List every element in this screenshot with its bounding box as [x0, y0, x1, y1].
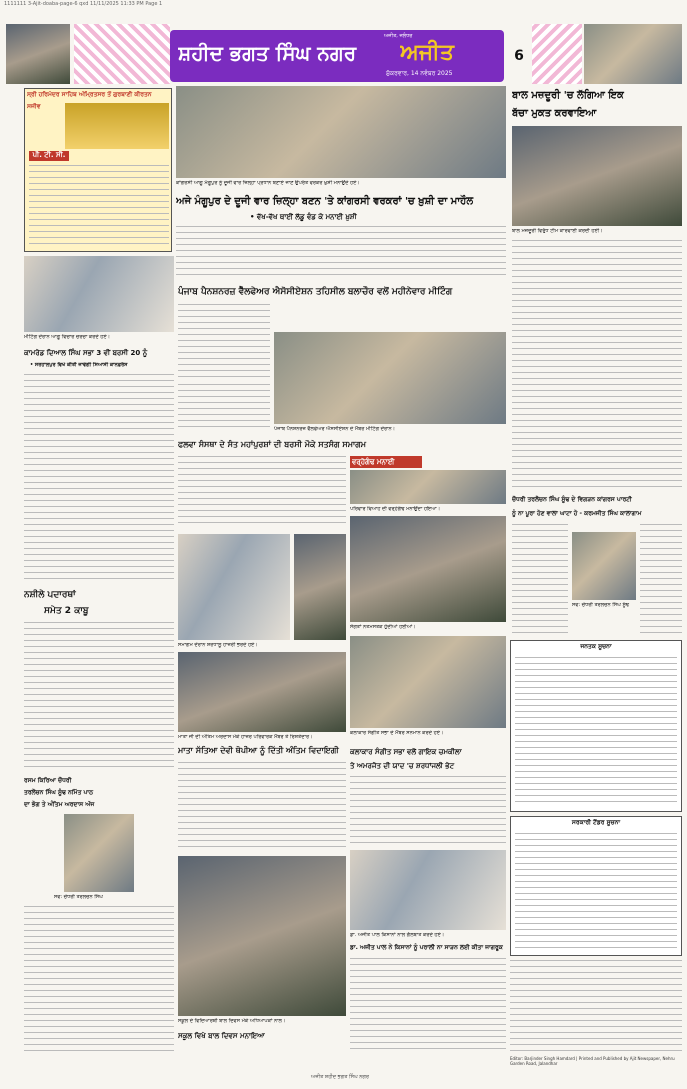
headline-school: ਸਕੂਲ ਵਿਖੇ ਬਾਲ ਦਿਵਸ ਮਨਾਇਆ [178, 1032, 265, 1040]
headline-mata: ਮਾਤਾ ਸੱਤਿਆ ਦੇਵੀ ਥੋਪੀਆ ਨੂੰ ਦਿੱਤੀ ਅੰਤਿਮ ਵਿਦਾਇਗੀ [178, 746, 339, 755]
caption-pension: ਪੰਜਾਬ ਪੈਨਸ਼ਨਰਜ਼ ਵੈੱਲਫੇਅਰ ਐਸੋਸੀਏਸ਼ਨ ਦੇ ਮੈਂਬਰ ਮੀਟਿੰਗ ਦੌਰਾਨ। [274, 426, 395, 432]
caption-chaudhary: ਸਵ: ਚੌਧਰੀ ਤਰਲੋਚਨ ਸਿੰਘ ਸੂੰਢ [572, 602, 630, 608]
masthead-title: ਸ਼ਹੀਦ ਭਗਤ ਸਿੰਘ ਨਗਰ [178, 41, 357, 65]
anniversary-tag-text: ਵਰ੍ਹੇਗੰਢ ਮਨਾਈ [352, 458, 395, 466]
body-condolence [512, 524, 568, 634]
subhead-comrade: • ਸਰਹਾਲਪੁਰ ਵਿਖੇ ਕੀਤੀ ਜਾਵੇਗੀ ਸਿਆਸੀ ਕਾਨਫ਼ਰੰਸ [30, 362, 128, 368]
print-slug: 1111111 3-Ajit-doaba-page-6 qxd 11/11/2025 11:33 PM Page 1 [4, 1, 163, 7]
body-drugs [24, 622, 174, 772]
photo-doctor [350, 850, 506, 930]
obituary-heading-2: ਤਰਲੋਚਨ ਸਿੰਘ ਸੂੰਢ ਨਮਿੱਤ ਪਾਠ [24, 789, 94, 796]
caption-obituary: ਸਵ: ਚੌਧਰੀ ਤਰਲੋਚਨ ਸਿੰਘ [54, 894, 103, 900]
body-falwa [178, 456, 346, 526]
photo-chaudhary [572, 532, 636, 600]
caption-falwa-mid: ਸੰਗਤਾਂ ਨਤਮਸਤਕ ਹੁੰਦੀਆਂ ਹੋਈਆਂ। [350, 624, 416, 630]
photo-child-labour [512, 126, 682, 226]
ad-schedule-text [29, 165, 169, 249]
headline-condolence-2: ਨੂੰ ਨਾ ਪੂਰਾ ਹੋਣ ਵਾਲਾ ਘਾਟਾ ਹੋ - ਕਰਮਜੀਤ ਸਿੰਘ ਕਾਲਾਗਾਮ [512, 510, 642, 517]
headline-congress: ਅਜੇ ਮੰਗੂਪੁਰ ਦੇ ਦੂਜੀ ਵਾਰ ਜ਼ਿਲ੍ਹਾ ਬਣਨ 'ਤੇ ਕਾਂਗਰਸੀ ਵਰਕਰਾਂ 'ਚ ਖ਼ੁਸ਼ੀ ਦਾ ਮਾਹੌਲ [176, 196, 474, 207]
headline-pension: ਪੰਜਾਬ ਪੈਨਸ਼ਨਰਜ਼ ਵੈੱਲਫੇਅਰ ਐਸੋਸੀਏਸ਼ਨ ਤਹਿਸੀਲ ਬਲਾਚੌਰ ਵਲੋਂ ਮਹੀਨੇਵਾਰ ਮੀਟਿੰਗ [178, 287, 453, 297]
obituary-heading-1: ਰਸਮ ਕਿਰਿਆ ਚੌਧਰੀ [24, 777, 72, 784]
notice-bottom [510, 960, 682, 1054]
caption-child-labour: ਬਾਲ ਮਜ਼ਦੂਰੀ ਵਿਰੁੱਧ ਟੀਮ ਕਾਰਵਾਈ ਕਰਦੀ ਹੋਈ। [512, 228, 603, 234]
masthead-photo-right [584, 24, 682, 84]
headline-kalakar-2: ਤੇ ਅਮਰਜੋਤ ਦੀ ਯਾਦ 'ਚ ਸ਼ਰਧਾਂਜਲੀ ਭੇਟ [350, 762, 455, 770]
masthead-date: ਸ਼ੁੱਕਰਵਾਰ, 14 ਨਵੰਬਰ 2025 [386, 70, 453, 77]
anniversary-tag [350, 456, 422, 468]
headline-comrade: ਕਾਮਰੇਡ ਦਿਆਲ ਸਿੰਘ ਸਭਾ 3 ਵੀਂ ਬਰਸੀ 20 ਨੂੰ [24, 349, 148, 357]
headline-kalakar-1: ਕਲਾਕਾਰ ਸੰਗੀਤ ਸਭਾ ਵਲੋਂ ਗਾਇਕ ਚਮਕੀਲਾ [350, 748, 462, 756]
headline-falwa: ਫਲਵਾ ਸੰਸਥਾ ਦੇ ਸੰਤ ਮਹਾਂਪੁਰਸ਼ਾਂ ਦੀ ਬਰਸੀ ਮੌਕੇ ਸਤਸੰਗ ਸਮਾਗਮ [178, 440, 367, 449]
notice-tender-text [515, 833, 677, 951]
footer-imprint: Editor: Barjinder Singh Hamdard | Printed and Published by Ajit Newspaper, Nehru Garden Road, Jalandhar [510, 1056, 675, 1066]
notice-public-title: ਜਨਤਕ ਸੂਚਨਾ [580, 643, 612, 650]
ad-title: ਸ੍ਰੀ ਹਰਿਮੰਦਰ ਸਾਹਿਬ ਅੰਮ੍ਰਿਤਸਰ ਤੋਂ ਗੁਰਬਾਣੀ ਕੀਰਤਨ [27, 91, 152, 98]
caption-anniversary: ਪਰਿਵਾਰ ਵਿਆਹ ਦੀ ਵਰ੍ਹੇਗੰਢ ਮਨਾਉਂਦਾ ਹੋਇਆ। [350, 506, 441, 512]
body-comrade [24, 374, 174, 584]
body-doctor [350, 958, 506, 1054]
headline-drugs-1: ਨਸ਼ੀਲੇ ਪਦਾਰਥਾਂ [24, 590, 76, 600]
ad-tag: ਸਜੀਵ [27, 103, 41, 110]
masthead-paper: ਅਜੀਤ [400, 40, 454, 65]
subhead-congress: • ਵੱਖ-ਵੱਖ ਥਾਈਂ ਲੱਡੂ ਵੰਡ ਕੇ ਮਨਾਈ ਖ਼ੁਸ਼ੀ [250, 213, 357, 221]
photo-anniversary [350, 470, 506, 504]
headline-drugs-2: ਸਮੇਤ 2 ਕਾਬੂ [44, 606, 89, 616]
photo-kalakar [350, 636, 506, 728]
body-child-labour [512, 240, 682, 490]
photo-falwa-mid [350, 516, 506, 622]
notice-public [510, 640, 682, 812]
obituary-heading-3: ਦਾ ਭੋਗ ਤੇ ਅੰਤਿਮ ਅਰਦਾਸ ਅੱਜ [24, 801, 95, 808]
caption-mata: ਮਾਤਾ ਜੀ ਦੀ ਅੰਤਿਮ ਅਰਦਾਸ ਮੌਕੇ ਹਾਜ਼ਰ ਪਰਿਵਾਰਕ ਮੈਂਬਰ ਤੇ ਰਿਸ਼ਤੇਦਾਰ। [178, 734, 313, 740]
body-obituary [24, 906, 174, 1056]
photo-congress-celebration [176, 86, 506, 178]
masthead-paper-sub: ਅਜੀਤ, ਜਲੰਧਰ [384, 33, 413, 39]
photo-falwa-road [178, 534, 290, 640]
caption-doctor: ਡਾ. ਅਜੀਤ ਪਾਲ ਕਿਸਾਨਾਂ ਨਾਲ ਗੱਲਬਾਤ ਕਰਦੇ ਹੋਏ। [350, 932, 445, 938]
body-pension-2 [178, 384, 270, 430]
page-number: 6 [514, 48, 524, 64]
footer-page-label: ਅਜੀਤ ਸ਼ਹੀਦ ਭਗਤ ਸਿੰਘ ਨਗਰ [311, 1074, 369, 1080]
body-mata [178, 762, 346, 852]
notice-tender-title: ਸਰਕਾਰੀ ਟੈਂਡਰ ਸੂਚਨਾ [571, 819, 621, 826]
caption-school: ਸਕੂਲ ਦੇ ਵਿਦਿਆਰਥੀ ਬਾਲ ਦਿਵਸ ਮੌਕੇ ਅਧਿਆਪਕਾਂ ਨਾਲ। [178, 1018, 286, 1024]
body-congress [176, 226, 506, 278]
headline-condolence-1: ਚੌਧਰੀ ਤਰਲੋਚਨ ਸਿੰਘ ਸੂੰਢ ਦੇ ਵਿਗੜਨ ਕਾਂਗਰਸ ਪਾਰਟੀ [512, 496, 632, 503]
ad-channel: ਪੀ. ਟੀ. ਸੀ. [29, 151, 69, 161]
photo-meeting-left [24, 256, 174, 332]
body-pension [178, 304, 270, 380]
masthead-photo-left [6, 24, 70, 84]
headline-child-labour-1: ਬਾਲ ਮਜ਼ਦੂਰੀ 'ਚ ਲੱਗਿਆ ਇਕ [512, 90, 624, 101]
masthead-pattern [74, 24, 170, 84]
notice-public-text [515, 657, 677, 807]
masthead-pattern-right [532, 24, 582, 84]
body-kalakar [350, 776, 506, 846]
photo-falwa-right [294, 534, 346, 640]
ad-gurbani-kirtan [24, 88, 172, 252]
body-condolence-2 [640, 524, 682, 634]
headline-child-labour-2: ਬੱਚਾ ਮੁਕਤ ਕਰਵਾਇਆ [512, 108, 597, 119]
photo-obituary [64, 814, 134, 892]
caption-kalakar: ਕਲਾਕਾਰ ਸੰਗੀਤ ਸਭਾ ਦੇ ਮੈਂਬਰ ਸਨਮਾਨ ਕਰਦੇ ਹੋਏ। [350, 730, 444, 736]
notice-tender [510, 816, 682, 956]
caption-falwa-left: ਸਮਾਗਮ ਦੌਰਾਨ ਸ਼ਰਧਾਲੂ ਹਾਜ਼ਰੀ ਭਰਦੇ ਹੋਏ। [178, 642, 258, 648]
headline-doctor: ਡਾ. ਅਜੀਤ ਪਾਲ ਨੇ ਕਿਸਾਨਾਂ ਨੂੰ ਪਰਾਲੀ ਨਾ ਸਾੜਨ ਲਈ ਕੀਤਾ ਜਾਗਰੂਕ [350, 944, 503, 951]
photo-mata-ceremony [178, 652, 346, 732]
caption-meeting-left: ਮੀਟਿੰਗ ਦੌਰਾਨ ਆਗੂ ਵਿਚਾਰ ਚਰਚਾ ਕਰਦੇ ਹੋਏ। [24, 334, 111, 340]
golden-temple-image [65, 103, 169, 149]
photo-school-kids [178, 856, 346, 1016]
photo-pension-meeting [274, 332, 506, 424]
caption-congress: ਕਾਂਗਰਸੀ ਆਗੂ ਮੰਗੂਪੁਰ ਨੂੰ ਦੂਜੀ ਵਾਰ ਜ਼ਿਲ੍ਹਾ ਪ੍ਰਧਾਨ ਬਣਾਏ ਜਾਣ ਉਪਰੰਤ ਵਰਕਰ ਖ਼ੁਸ਼ੀ ਮਨਾਉਂਦੇ ਹੋਏ। [176, 180, 360, 186]
